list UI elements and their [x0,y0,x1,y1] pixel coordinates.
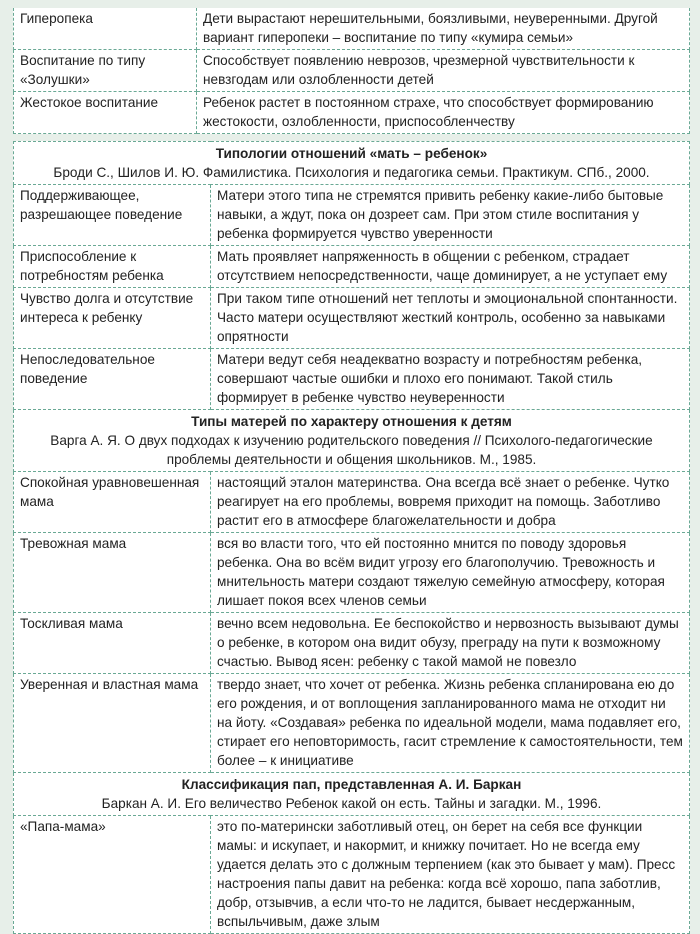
description-cell: Ребенок растет в постоянном страхе, что способствует формированию жестокости, озлобленности, приспособленчеству [197,92,690,134]
parenting-styles-table [13,8,690,134]
table-row [14,674,690,773]
table-row [14,533,690,613]
term-cell: Поддерживающее, разрешающее поведение [14,185,211,246]
description-cell: вся во власти того, что ей постоянно мнится по поводу здоровья ребенка. Она во всём видит угрозу его благополучию. Тревожность и мнительность матери создают тяжелую семейную атмосферу, которая лишает покоя всех членов семьи [211,533,690,613]
term-cell: Тоскливая мама [14,613,211,674]
description-cell: это по-матерински заботливый отец, он берет на себя все функции мамы: и искупает, и накормит, и книжку почитает. Но не всегда ему удается делать это с должным терпением (как это бывает у мам). Пресс настроения папы давит на ребенка: когда всё хорошо, папа заботлив, добр, отзывчив, а если что-то не ладится, бывает несдержанным, вспыльчивым, даже злым [211,816,690,934]
description-cell: Матери ведут себя неадекватно возрасту и потребностям ребенка, совершают частые ошибки и плохо его понимают. Такой стиль формирует в ребенке чувство неуверенности [211,349,690,410]
section-title: Типологии отношений «мать – ребенок» [215,146,488,161]
term-cell: Чувство долга и отсутствие интереса к ребенку [14,288,211,349]
section-source: Баркан А. И. Его величество Ребенок какой он есть. Тайны и загадки. М., 1996. [101,796,602,811]
description-cell: Способствует появлению неврозов, чрезмерной чувствительности к невзгодам или озлобленности детей [197,50,690,92]
typologies-table [13,141,690,934]
term-cell: Воспитание по типу «Золушки» [14,50,197,92]
section-header [14,773,690,816]
term-cell: Тревожная мама [14,533,211,613]
term-cell: Гиперопека [14,8,197,50]
table-row [14,246,690,288]
table-row [14,816,690,934]
description-cell: Дети вырастают нерешительными, боязливыми, неуверенными. Другой вариант гиперопеки – воспитание по типу «кумира семьи» [197,8,690,50]
table-row [14,185,690,246]
table-row [14,613,690,674]
section-source: Броди С., Шилов И. Ю. Фамилистика. Психология и педагогика семьи. Практикум. СПб., 2000. [53,165,650,180]
description-cell: вечно всем недовольна. Ее беспокойство и нервозность вызывают думы о ребенке, в котором она видит обузу, преграду на пути к возможному счастью. Вывод ясен: ребенку с такой мамой не повезло [211,613,690,674]
term-cell: Спокойная уравновешенная мама [14,472,211,533]
term-cell: Жестокое воспитание [14,92,197,134]
section-header [14,410,690,472]
table-row [14,349,690,410]
term-cell: Непоследовательное поведение [14,349,211,410]
section-header-row [14,773,690,816]
description-cell: настоящий эталон материнства. Она всегда всё знает о ребенке. Чутко реагирует на его проблемы, вовремя приходит на помощь. Заботливо растит его в атмосфере благожелательности и добра [211,472,690,533]
section-header-row [14,142,690,185]
section-header-row [14,410,690,472]
table-row [14,92,690,134]
description-cell: Матери этого типа не стремятся привить ребенку какие-либо бытовые навыки, а ждут, пока он дозреет сам. При этом стиле воспитания у ребенка формируется чувство уверенности [211,185,690,246]
table-row [14,50,690,92]
description-cell: твердо знает, что хочет от ребенка. Жизнь ребенка спланирована ею до его рождения, и от воплощения запланированного мама не отходит ни на йоту. «Создавая» ребенка по идеальной модели, мама подавляет его, стирает его неповторимость, гасит стремление к самостоятельности, тем более – к инициативе [211,674,690,773]
term-cell: Уверенная и властная мама [14,674,211,773]
term-cell: Приспособление к потребностям ребенка [14,246,211,288]
section-title: Классификация пап, представленная А. И. Баркан [181,777,522,792]
table-row [14,472,690,533]
term-cell: «Папа-мама» [14,816,211,934]
section-header [14,142,690,185]
description-cell: Мать проявляет напряженность в общении с ребенком, страдает отсутствием непосредственности, чаще доминирует, а не уступает ему [211,246,690,288]
section-title: Типы матерей по характеру отношения к детям [191,414,512,429]
table-row [14,8,690,50]
description-cell: При таком типе отношений нет теплоты и эмоциональной спонтанности. Часто матери осуществляют жесткий контроль, особенно за навыками опрятности [211,288,690,349]
section-source: Варга А. Я. О двух подходах к изучению родительского поведения // Психолого-педагогические проблемы деятельности и общения школьников. М., 1985. [50,433,653,467]
table-row [14,288,690,349]
